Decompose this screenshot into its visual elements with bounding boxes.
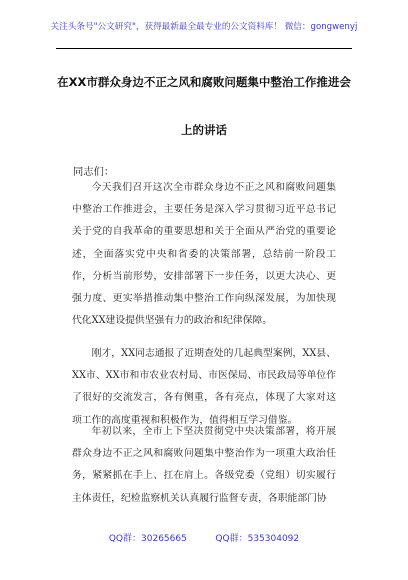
header-divider bbox=[56, 48, 352, 49]
document-title: 在XX市群众身边不正之风和腐败问题集中整治工作推进会 bbox=[57, 75, 351, 89]
paragraph-intro: 今天我们召开这次全市群众身边不正之风和腐败问题集中整治工作推进会，主要任务是深入学习贯彻习近平总书记关于党的自我革命的重要思想和关于全面从严治党的重要论述，全面落实党中央和省委的决策部署，总结前一阶段工作，分析当前形势，安排部署下一步任务，以更大决心、更强力度、更实举措推动集中整治工作向纵深发展，为加快现代化XX建设提供坚强有力的政治和纪律保障。 bbox=[72, 182, 336, 327]
header-note: 关注头条号"公文研究"，获得最新最全最专业的公文资料库！ 微信：gongwenyj bbox=[50, 22, 358, 32]
paragraph-progress: 年初以来，全市上下坚决贯彻党中央决策部署，将开展群众身边不正之风和腐败问题集中整治作为一项重大政治任务，紧紧抓在手上、扛在肩上。各级党委（党组）切实履行主体责任，纪检监察机关认真履行监督专责，各职能部门协 bbox=[72, 426, 336, 504]
footer-contact: QQ群：30265665 QQ群：535304092 bbox=[108, 534, 300, 544]
paragraph-review: 刚才，XX同志通报了近期查处的几起典型案例，XX县、XX市、XX市和市农业农村局、市医保局、市民政局等单位作了很好的交流发言，各有侧重，各有亮点，体现了大家对这项工作的高度重视和积极作为，值得相互学习借鉴。 bbox=[72, 348, 336, 426]
document-title-continued: 上的讲话 bbox=[181, 123, 227, 137]
salutation: 同志们： bbox=[73, 166, 115, 178]
